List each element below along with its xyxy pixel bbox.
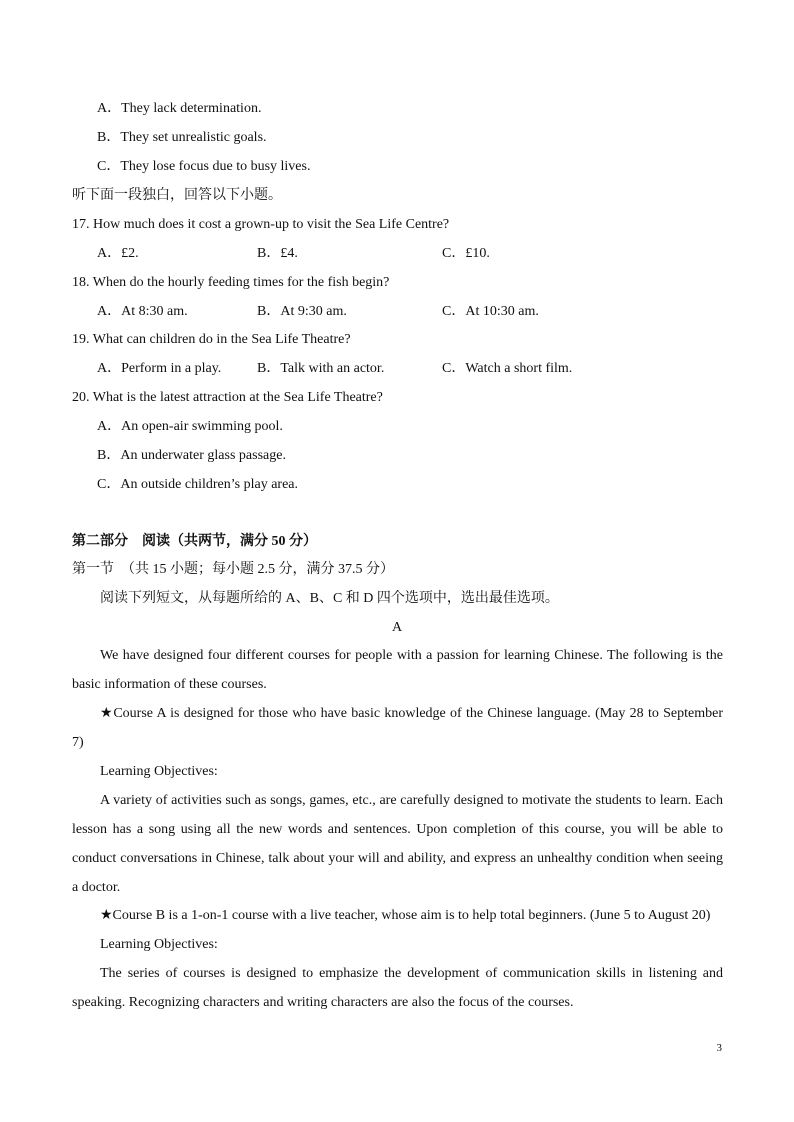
question-17-option-a: A．£2. <box>97 246 139 261</box>
question-20-option-c: C．An outside children’s play area. <box>97 477 299 492</box>
q16-option-b: B．They set unrealistic goals. <box>97 130 267 145</box>
section1-heading: 第一节 （共 15 小题；每小题 2.5 分，满分 37.5 分） <box>72 562 394 577</box>
question-18-option-b: B．At 9:30 am. <box>257 304 347 319</box>
course-a-objectives-label: Learning Objectives: <box>100 764 218 779</box>
question-20-stem: 20. What is the latest attraction at the Sea Life Theatre? <box>72 390 383 405</box>
question-17-stem: 17. How much does it cost a grown-up to visit the Sea Life Centre? <box>72 217 450 232</box>
course-b-description: ★Course B is a 1-on-1 course with a live teacher, whose aim is to help total beginners. (June 5 to August 20) <box>100 908 711 923</box>
question-19-stem: 19. What can children do in the Sea Life Theatre? <box>72 332 351 347</box>
reading-instruction: 阅读下列短文，从每题所给的 A、B、C 和 D 四个选项中，选出最佳选项。 <box>100 591 559 606</box>
passage-label: A <box>391 620 403 635</box>
part2-title: 第二部分 阅读（共两节，满分 50 分） <box>72 534 317 549</box>
question-18-option-a: A．At 8:30 am. <box>97 304 188 319</box>
q16-option-c: C．They lose focus due to busy lives. <box>97 159 311 174</box>
question-20-option-b: B．An underwater glass passage. <box>97 448 286 463</box>
passage-intro: We have designed four different courses for people with a passion for learning Chinese. The following is the basic information of these courses. <box>72 648 723 692</box>
question-18-stem: 18. When do the hourly feeding times for the fish begin? <box>72 275 390 290</box>
course-a-description: ★Course A is designed for those who have basic knowledge of the Chinese language. (May 28 to September 7) <box>72 706 723 750</box>
question-19-option-b: B．Talk with an actor. <box>257 361 385 376</box>
question-18-option-c: C．At 10:30 am. <box>442 304 539 319</box>
question-17-option-c: C．£10. <box>442 246 490 261</box>
question-17-option-b: B．£4. <box>257 246 298 261</box>
monologue-instruction: 听下面一段独白，回答以下小题。 <box>72 188 282 203</box>
q16-option-a: A．They lack determination. <box>97 101 262 116</box>
course-a-objectives: A variety of activities such as songs, games, etc., are carefully designed to motivate the students to learn. Each lesson has a song using all the new words and sentences. Upon completion of this course, you will be able to conduct conversations in Chinese, talk about your will and ability, and express an unhealthy condition when seeing a doctor. <box>72 793 723 895</box>
course-b-objectives-label: Learning Objectives: <box>100 937 218 952</box>
page-number: 3 <box>716 1042 722 1054</box>
course-b-objectives: The series of courses is designed to emphasize the development of communication skills in listening and speaking. Recognizing characters and writing characters are also the focus of the courses. <box>72 966 723 1010</box>
question-19-option-c: C．Watch a short film. <box>442 361 573 376</box>
question-19-option-a: A．Perform in a play. <box>97 361 222 376</box>
question-20-option-a: A．An open-air swimming pool. <box>97 419 283 434</box>
